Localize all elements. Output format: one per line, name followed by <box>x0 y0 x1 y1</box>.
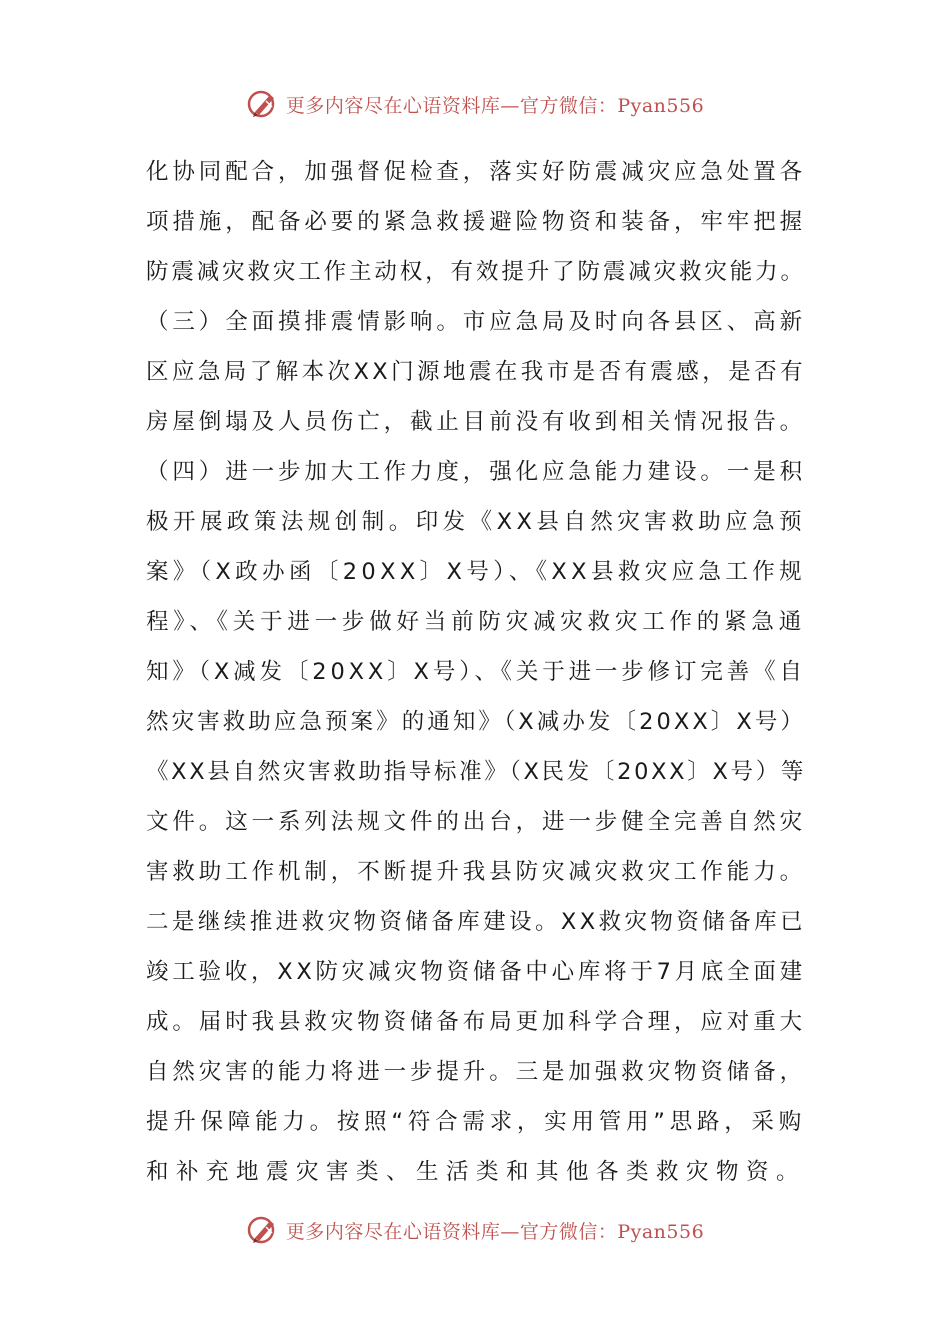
text-line: 自然灾害的能力将进一步提升。三是加强救灾物资储备， <box>146 1059 806 1085</box>
footer-banner-text: 更多内容尽在心语资料库—官方微信：Pyan556 <box>285 1220 705 1243</box>
text-line: （三）全面摸排震情影响。市应急局及时向各县区、高新 <box>146 309 806 335</box>
text-line: 程》、《关于进一步做好当前防灾减灾救灾工作的紧急通 <box>146 609 806 635</box>
text-line: 害救助工作机制，不断提升我县防灾减灾救灾工作能力。 <box>146 859 806 885</box>
text-line: 文件。这一系列法规文件的出台，进一步健全完善自然灾 <box>146 809 806 835</box>
text-line: 化协同配合，加强督促检查，落实好防震减灾应急处置各 <box>146 159 806 185</box>
pen-logo-icon <box>246 87 280 121</box>
text-line: 案》（X政办函〔20XX〕X号）、《XX县救灾应急工作规 <box>146 559 806 585</box>
text-line: 成。届时我县救灾物资储备布局更加科学合理，应对重大 <box>146 1009 806 1035</box>
text-line: 知》（X减发〔20XX〕X号）、《关于进一步修订完善《自 <box>146 659 806 685</box>
text-line: 极开展政策法规创制。印发《XX县自然灾害救助应急预 <box>146 509 806 535</box>
pen-logo-icon <box>246 1213 280 1247</box>
text-line: 提升保障能力。按照“符合需求，实用管用”思路，采购 <box>146 1109 806 1135</box>
text-line: 二是继续推进救灾物资储备库建设。XX救灾物资储备库已 <box>146 909 806 935</box>
header-banner <box>0 84 950 124</box>
footer-banner <box>0 1210 950 1250</box>
text-line: 房屋倒塌及人员伤亡，截止目前没有收到相关情况报告。 <box>146 409 806 435</box>
text-line: 区应急局了解本次XX门源地震在我市是否有震感，是否有 <box>146 359 806 385</box>
header-banner-text: 更多内容尽在心语资料库—官方微信：Pyan556 <box>285 94 705 117</box>
document-body <box>146 147 806 1197</box>
text-line: 然灾害救助应急预案》的通知》（X减办发〔20XX〕X号） <box>146 709 806 735</box>
text-line: 《XX县自然灾害救助指导标准》（X民发〔20XX〕X号）等 <box>146 759 806 785</box>
text-line: 竣工验收，XX防灾减灾物资储备中心库将于7月底全面建 <box>146 959 806 985</box>
text-line: 防震减灾救灾工作主动权，有效提升了防震减灾救灾能力。 <box>146 259 806 285</box>
text-line: 和补充地震灾害类、生活类和其他各类救灾物资。 <box>146 1159 806 1185</box>
text-line: 项措施，配备必要的紧急救援避险物资和装备，牢牢把握 <box>146 209 806 235</box>
text-line: （四）进一步加大工作力度，强化应急能力建设。一是积 <box>146 459 806 485</box>
